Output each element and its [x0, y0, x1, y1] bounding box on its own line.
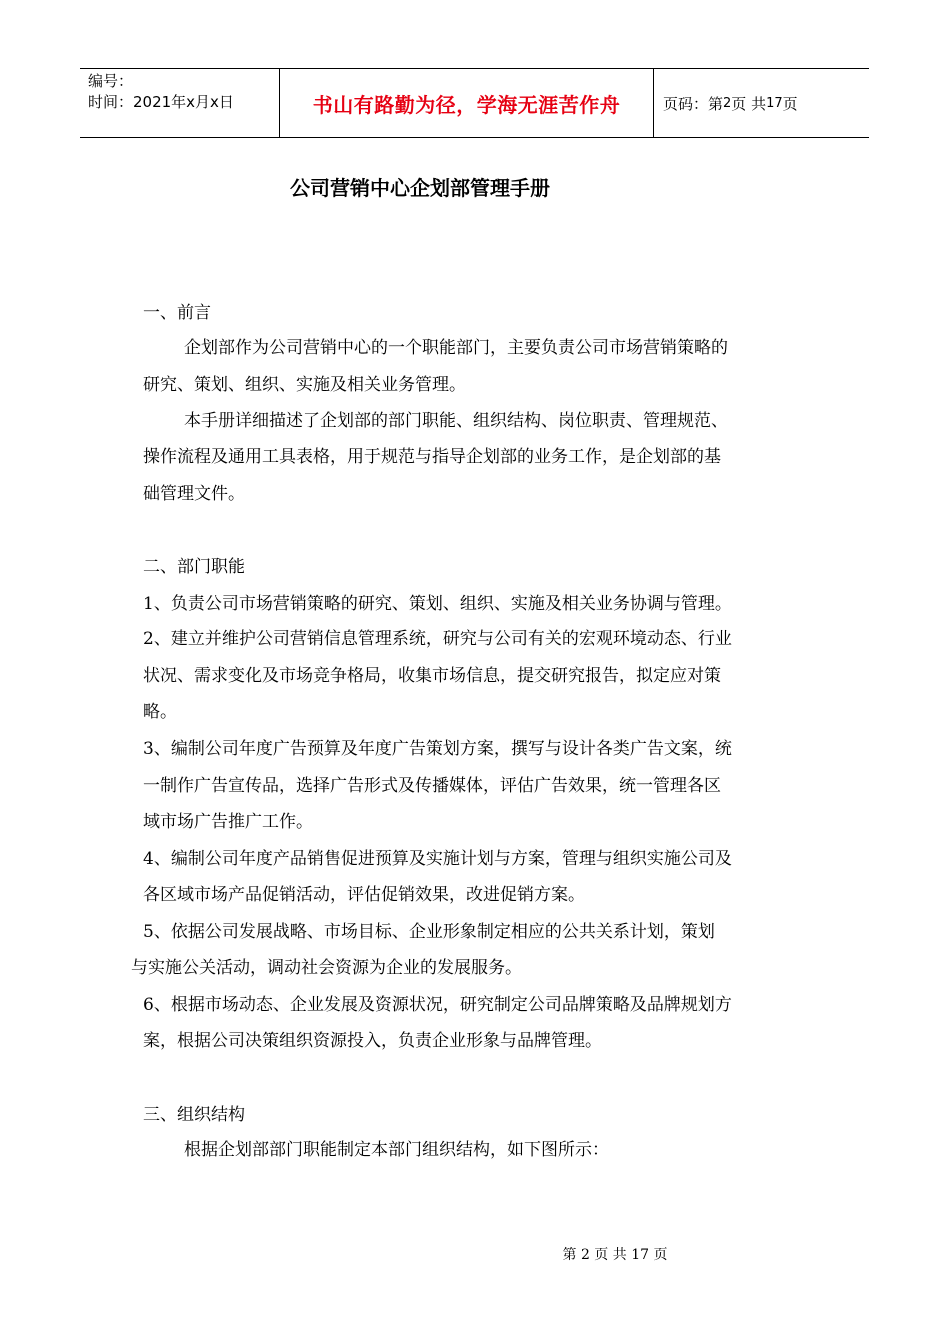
- header-motto: 书山有路勤为径，学海无涯苦作舟: [312, 92, 621, 117]
- preface-paragraph-2-line-1: 本手册详细描述了企划部的部门职能、组织结构、岗位职责、管理规范、: [184, 411, 728, 431]
- document-number-label: 编号：: [88, 72, 134, 90]
- function-item-6-line-1: 6、根据市场动态、企业发展及资源状况，研究制定公司品牌策略及品牌规划方: [143, 995, 732, 1015]
- preface-paragraph-1-line-2: 研究、策划、组织、实施及相关业务管理。: [143, 375, 466, 395]
- function-item-4-line-2: 各区域市场产品促销活动，评估促销效果，改进促销方案。: [143, 885, 585, 905]
- page-middle: 页 共: [731, 94, 767, 113]
- function-item-1-line-1: 1、负责公司市场营销策略的研究、策划、组织、实施及相关业务协调与管理。: [143, 594, 732, 614]
- page-suffix: 页: [782, 94, 798, 113]
- function-item-2-line-1: 2、建立并维护公司营销信息管理系统，研究与公司有关的宏观环境动态、行业: [143, 629, 732, 649]
- function-item-2-line-2: 状况、需求变化及市场竞争格局，收集市场信息，提交研究报告，拟定应对策: [143, 666, 721, 686]
- page-total: 17: [766, 95, 783, 111]
- function-item-2-line-3: 略。: [143, 702, 177, 722]
- function-item-3-line-2: 一制作广告宣传品，选择广告形式及传播媒体，评估广告效果，统一管理各区: [143, 776, 721, 796]
- structure-paragraph: 根据企划部部门职能制定本部门组织结构，如下图所示：: [184, 1140, 609, 1160]
- header-meta: [80, 69, 280, 137]
- function-item-4-line-1: 4、编制公司年度产品销售促进预算及实施计划与方案，管理与组织实施公司及: [143, 849, 732, 869]
- preface-paragraph-2-line-3: 础管理文件。: [143, 484, 245, 504]
- function-item-6-line-2: 案，根据公司决策组织资源投入，负责企业形象与品牌管理。: [143, 1031, 602, 1051]
- page-prefix: 页码：第: [663, 94, 724, 113]
- function-item-3-line-1: 3、编制公司年度广告预算及年度广告策划方案，撰写与设计各类广告文案，统: [143, 739, 732, 759]
- document-header: [80, 68, 869, 138]
- section-heading-functions: 二、部门职能: [143, 557, 245, 577]
- page-current: 2: [723, 95, 732, 111]
- function-item-5-line-2: 与实施公关活动，调动社会资源为企业的发展服务。: [131, 958, 522, 978]
- function-item-3-line-3: 域市场广告推广工作。: [143, 812, 313, 832]
- document-time-label: 时间：2021年x月x日: [88, 93, 234, 111]
- function-item-5-line-1: 5、依据公司发展战略、市场目标、企业形象制定相应的公共关系计划，策划: [143, 922, 715, 942]
- header-motto-cell: [280, 69, 654, 137]
- document-title: 公司营销中心企划部管理手册: [290, 176, 550, 200]
- header-page-info: [654, 69, 869, 137]
- preface-paragraph-2-line-2: 操作流程及通用工具表格，用于规范与指导企划部的业务工作，是企划部的基: [143, 447, 721, 467]
- section-heading-structure: 三、组织结构: [143, 1105, 245, 1125]
- preface-paragraph-1-line-1: 企划部作为公司营销中心的一个职能部门，主要负责公司市场营销策略的: [184, 338, 728, 358]
- section-heading-preface: 一、前言: [143, 303, 211, 323]
- page-footer: 第 2 页 共 17 页: [562, 1247, 668, 1263]
